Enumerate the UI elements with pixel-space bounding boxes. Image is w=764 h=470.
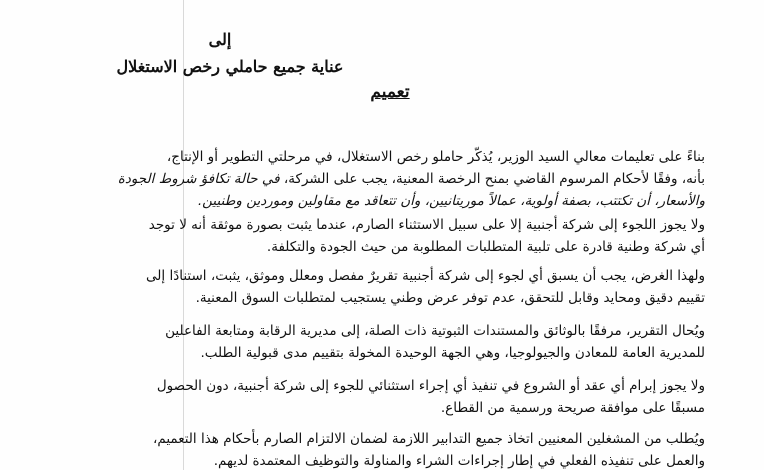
paragraph-5 bbox=[105, 375, 705, 419]
recipient-line: عناية جميع حاملي رخص الاستغلال bbox=[116, 57, 344, 76]
paragraph-1 bbox=[105, 146, 705, 212]
paragraph-1-line-2-italic: في حالة تكافؤ شروط الجودة bbox=[117, 171, 284, 187]
paragraph-4 bbox=[105, 320, 705, 364]
addressee-prefix: إلى bbox=[208, 30, 232, 49]
paragraph-5-line-1: ولا يجوز إبرام أي عقد أو الشروع في تنفيذ أي إجراء استثنائي للجوء إلى شركة أجنبية، دون الحصول bbox=[156, 378, 705, 394]
paragraph-3 bbox=[105, 265, 705, 309]
paragraph-1-line-1: بناءً على تعليمات معالي السيد الوزير، يُذكّر حاملو رخص الاستغلال، في مرحلتي التطوير أو الإنتاج، bbox=[166, 149, 705, 165]
paragraph-2 bbox=[105, 214, 705, 258]
paragraph-5-line-2: مسبقًا على موافقة صريحة ورسمية من القطاع. bbox=[440, 400, 705, 416]
paragraph-4-line-2: للمديرية العامة للمعادن والجيولوجيا، وهي الجهة الوحيدة المخولة بتقييم مدى قبولية الطلب. bbox=[200, 345, 705, 361]
paragraph-4-line-1: ويُحال التقرير، مرفقًا بالوثائق والمستندات الثبوتية ذات الصلة، إلى مديرية الرقابة ومتابعة الفاعلين bbox=[165, 323, 705, 339]
paragraph-3-line-2: تقييم دقيق ومحايد وقابل للتحقق، عدم توفر عرض وطني يستجيب لمتطلبات السوق المعنية. bbox=[195, 290, 705, 306]
paragraph-6 bbox=[105, 428, 705, 470]
paragraph-6-line-2: والعمل على تنفيذه الفعلي في إطار إجراءات الشراء والمناولة والتوظيف المعتمدة لديهم. bbox=[213, 453, 705, 469]
paragraph-2-line-2: أي شركة وطنية قادرة على تلبية المتطلبات المطلوبة من حيث الجودة والتكلفة. bbox=[266, 239, 705, 255]
paragraph-3-line-1: ولهذا الغرض، يجب أن يسبق أي لجوء إلى شركة أجنبية تقريرٌ مفصل ومعلل وموثق، يثبت، استنادًا إلى bbox=[146, 268, 705, 284]
paragraph-6-line-1: ويُطلب من المشغلين المعنيين اتخاذ جميع التدابير اللازمة لضمان الالتزام الصارم بأحكام هذا التعميم، bbox=[153, 431, 705, 447]
paragraph-1-line-2-normal: بأنه، وفقًا لأحكام المرسوم القاضي بمنح الرخصة المعنية، يجب على الشركة، bbox=[283, 171, 705, 187]
paragraph-1-line-2 bbox=[105, 168, 705, 190]
document-title: تعميم bbox=[370, 82, 410, 102]
paragraph-1-line-3: والأسعار، أن تكتتب، بصفة أولوية، عمالاً موريتانيين، وأن تتعاقد مع مقاولين وموردين وطنيين. bbox=[197, 193, 705, 209]
paragraph-2-line-1: ولا يجوز اللجوء إلى شركة أجنبية إلا على سبيل الاستثناء الصارم، عندما يثبت بصورة موثقة أنه لا توجد bbox=[148, 217, 705, 233]
